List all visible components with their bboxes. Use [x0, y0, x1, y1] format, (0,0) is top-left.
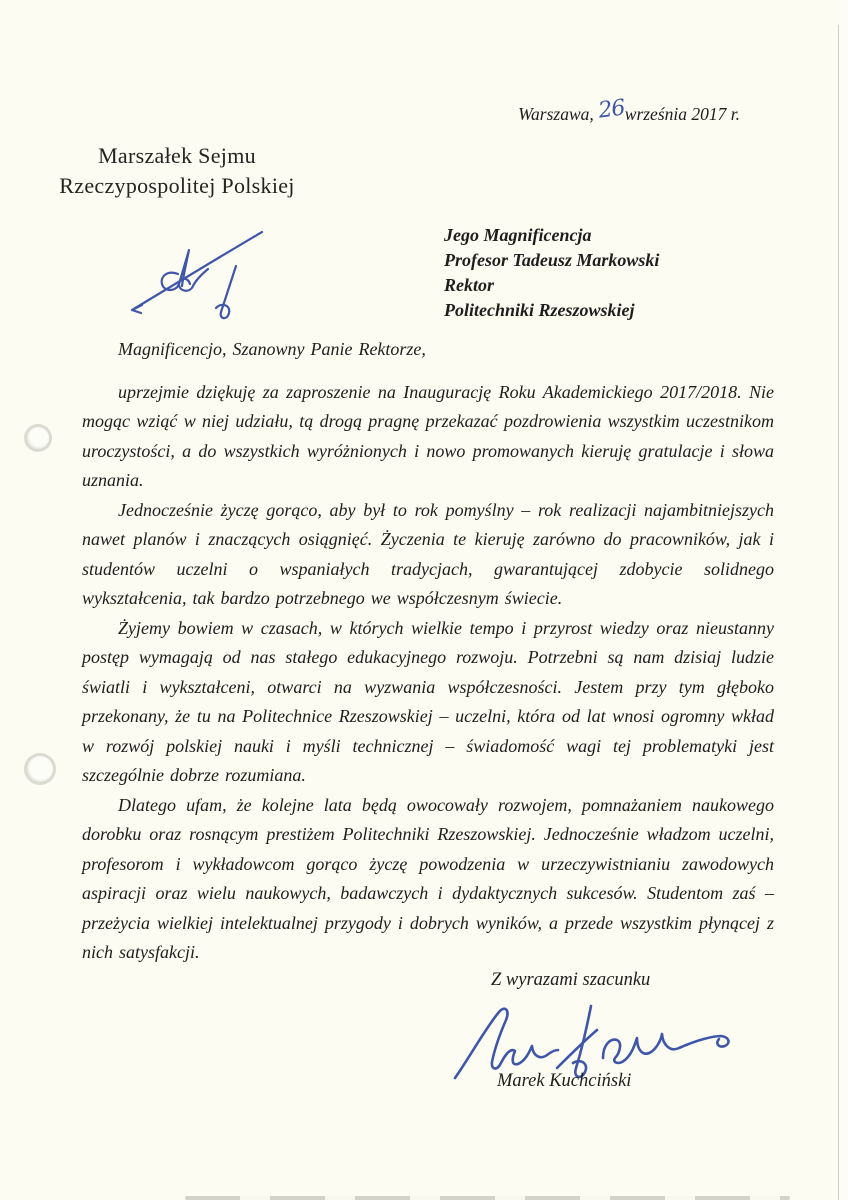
signature-k-stem-stroke	[573, 1006, 591, 1077]
scanner-edge-smudge	[185, 1196, 790, 1200]
valediction: Z wyrazami szacunku	[491, 970, 651, 990]
handwritten-day: 26	[596, 95, 626, 124]
recipient-honorific: Jego Magnificencja	[444, 225, 592, 245]
punch-hole-lower	[24, 753, 56, 785]
annotation-arrow-line	[132, 232, 262, 313]
paragraph-2: Jednocześnie życzę gorąco, aby był to rok pomyślny – rok realizacji najambitniejszych nawet planów i znaczących osiągnięć. Życzenia te kieruję zarówno do pracowników, jak i studentów uczelni o wspaniałych tradycjach, gwarantującej zdobycie solidnego wykształcenia, tak bardzo potrzebnego we współczesnym świecie.	[82, 499, 774, 608]
paper-edge-strip	[839, 0, 848, 1200]
recipient-name: Profesor Tadeusz Markowski	[444, 250, 660, 270]
letterhead	[56, 141, 298, 201]
signature-first-name-stroke	[455, 1009, 558, 1078]
signature-surname-stroke	[603, 1034, 728, 1063]
punch-hole-upper	[24, 424, 52, 452]
salutation: Magnificencjo, Szanowny Panie Rektorze,	[118, 339, 426, 359]
date-line	[518, 95, 740, 126]
recipient-block	[444, 223, 659, 323]
paragraph-1: uprzejmie dziękuję za zaproszenie na Inaugurację Roku Akademickiego 2017/2018. Nie mogąc wziąć w niej udziału, tą drogą pragnę przekazać pozdrowienia wszystkim uczestnikom uroczystości, a do wszystkich wyróżnionych i nowo promowanych kieruję gratulacje i słowa uznania.	[82, 381, 774, 490]
recipient-institution: Politechniki Rzeszowskiej	[444, 300, 635, 320]
recipient-title: Rektor	[444, 275, 495, 295]
date-place: Warszawa,	[518, 104, 594, 124]
letterhead-subtitle: Rzeczypospolitej Polskiej	[59, 173, 295, 198]
letter-body	[82, 335, 774, 968]
paragraph-4: Dlatego ufam, że kolejne lata będą owocowały rozwojem, pomnażaniem naukowego dorobku oraz rosnącym prestiżem Politechniki Rzeszowskiej. Jednocześnie władzom uczelni, profesorom i wykładowcom gorąco życzę powodzenia w urzeczywistnianiu zawodowych aspiracji oraz wielu naukowych, badawczych i dydaktycznych sukcesów. Studentom zaś – przeżycia wielkiej intelektualnej przygody i dobrych wyników, a przede wszystkim płynącej z nich satysfakcji.	[82, 794, 774, 962]
paper-edge-line	[838, 25, 839, 1200]
handwritten-do-annotation	[118, 222, 268, 322]
annotation-paraph	[216, 266, 236, 318]
letterhead-title: Marszałek Sejmu	[98, 143, 256, 168]
date-rest: września 2017 r.	[624, 104, 740, 124]
paragraph-3: Żyjemy bowiem w czasach, w których wielkie tempo i przyrost wiedzy oraz nieustanny postęp wymagają od nas stałego edukacyjnego rozwoju. Potrzebni są nam dzisiaj ludzie światli i wykształceni, otwarci na wyzwania współczesności. Jestem przy tym głęboko przekonany, że tu na Politechnice Rzeszowskiej – uczelni, która od lat wnosi ogromny wkład w rozwój polskiej nauki i myśli technicznej – świadomość wagi tej problematyki jest szczególnie dobrze rozumiana.	[82, 617, 774, 785]
signatory-typed-name: Marek Kuchciński	[497, 1071, 632, 1091]
